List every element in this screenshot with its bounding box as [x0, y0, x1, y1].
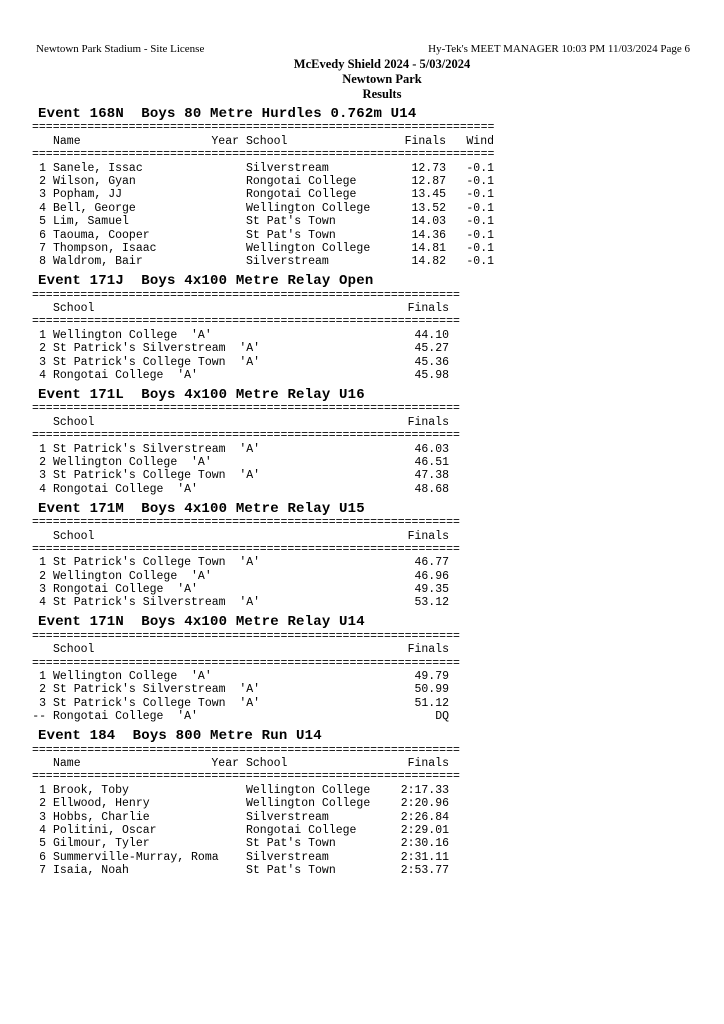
row-rank: 7 [39, 241, 46, 255]
result-row [32, 697, 712, 710]
result-row [32, 824, 712, 837]
result-row [32, 229, 712, 242]
row-rank: 2 [39, 569, 46, 583]
row-finals: 51.12 [414, 696, 449, 710]
row-wind: -0.1 [466, 161, 494, 175]
row-finals: 2:20.96 [400, 797, 449, 811]
row-rank: 8 [39, 255, 46, 269]
column-header-row [32, 135, 712, 148]
row-name: Brook, Toby [53, 783, 129, 797]
row-wind: -0.1 [466, 228, 494, 242]
row-finals: 46.03 [414, 442, 449, 456]
row-wind: -0.1 [466, 255, 494, 269]
row-wind: -0.1 [466, 201, 494, 215]
row-rank: 3 [39, 810, 46, 824]
event-section [32, 108, 712, 269]
result-row [32, 784, 712, 797]
row-school: St Patrick's College Town 'A' [53, 696, 261, 710]
row-school: Wellington College 'A' [53, 455, 212, 469]
header-finals: Finals [407, 415, 449, 429]
result-row [32, 670, 712, 683]
row-finals: 45.27 [414, 342, 449, 356]
row-rank: 6 [39, 850, 46, 864]
row-rank: 1 [39, 442, 46, 456]
row-wind: -0.1 [466, 188, 494, 202]
event-title: Event 184 Boys 800 Metre Run U14 [38, 728, 322, 745]
row-name: Hobbs, Charlie [53, 810, 150, 824]
row-school: Wellington College 'A' [53, 569, 212, 583]
row-rank: 3 [39, 583, 46, 597]
result-row [32, 342, 712, 355]
result-row [32, 570, 712, 583]
row-name: Popham, JJ [53, 188, 123, 202]
separator: ============================================================== [32, 288, 460, 302]
license-text: Newtown Park Stadium - Site License [36, 43, 205, 55]
separator: ============================================================== [32, 656, 460, 670]
row-rank: 1 [39, 161, 46, 175]
row-school: St Patrick's Silverstream 'A' [53, 683, 261, 697]
results-label: Results [362, 87, 402, 101]
row-finals: 14.81 [411, 241, 446, 255]
column-header-row [32, 302, 712, 315]
row-name: Bell, George [53, 201, 136, 215]
row-school: Rongotai College [246, 174, 357, 188]
result-row [32, 329, 712, 342]
row-school: St Pat's Town [246, 215, 336, 229]
row-school: St Pat's Town [246, 228, 336, 242]
header-year: Year [211, 756, 239, 770]
meet-title-block [20, 57, 724, 102]
header-wind: Wind [466, 134, 494, 148]
row-school: Wellington College [246, 797, 371, 811]
events-list [32, 108, 712, 877]
result-row [32, 483, 712, 496]
column-header-row [32, 757, 712, 770]
row-rank: 4 [39, 482, 46, 496]
result-row [32, 188, 712, 201]
row-school: Rongotai College 'A' [53, 710, 198, 724]
row-name: Isaia, Noah [53, 864, 129, 878]
result-row [32, 215, 712, 228]
row-name: Gilmour, Tyler [53, 837, 150, 851]
row-rank: 2 [39, 174, 46, 188]
result-row [32, 162, 712, 175]
result-row [32, 596, 712, 609]
row-school: St Pat's Town [246, 837, 336, 851]
header-finals: Finals [407, 529, 449, 543]
row-school: St Pat's Town [246, 864, 336, 878]
row-school: Wellington College [246, 201, 371, 215]
row-name: Ellwood, Henry [53, 797, 150, 811]
row-school: St Patrick's Silverstream 'A' [53, 342, 261, 356]
row-finals: 49.35 [414, 583, 449, 597]
result-row [32, 797, 712, 810]
row-school: Silverstream [246, 810, 329, 824]
result-row [32, 710, 712, 723]
result-row [32, 356, 712, 369]
row-finals: 13.45 [411, 188, 446, 202]
event-section [32, 275, 712, 382]
separator: =================================================================== [32, 148, 495, 162]
row-rank: 3 [39, 696, 46, 710]
row-finals: 46.77 [414, 556, 449, 570]
row-school: Wellington College 'A' [53, 670, 212, 683]
row-finals: 46.96 [414, 569, 449, 583]
header-finals: Finals [407, 643, 449, 657]
header-finals: Finals [404, 134, 446, 148]
result-row [32, 811, 712, 824]
row-finals: 14.03 [411, 215, 446, 229]
row-rank: 3 [39, 355, 46, 369]
row-name: Taouma, Cooper [53, 228, 150, 242]
column-header-row [32, 643, 712, 656]
row-rank: 1 [39, 556, 46, 570]
result-row [32, 683, 712, 696]
column-header-row [32, 530, 712, 543]
row-school: Silverstream [246, 255, 329, 269]
separator: ============================================================== [32, 402, 460, 416]
row-name: Wilson, Gyan [53, 174, 136, 188]
row-school: St Patrick's Silverstream 'A' [53, 596, 261, 610]
row-rank: 1 [39, 328, 46, 342]
separator: ============================================================== [32, 516, 460, 530]
software-page-info: Hy-Tek's MEET MANAGER 10:03 PM 11/03/2024 Page 6 [428, 43, 690, 55]
meet-title: McEvedy Shield 2024 - 5/03/2024 [293, 57, 471, 71]
row-school: St Patrick's College Town 'A' [53, 556, 261, 570]
header-school: School [53, 302, 95, 316]
row-finals: 48.68 [414, 482, 449, 496]
row-finals: 49.79 [414, 670, 449, 683]
row-wind: -0.1 [466, 241, 494, 255]
row-rank: 7 [39, 864, 46, 878]
row-rank: 2 [39, 797, 46, 811]
row-finals: 2:31.11 [400, 850, 449, 864]
result-row [32, 255, 712, 268]
row-rank: 5 [39, 837, 46, 851]
row-wind: -0.1 [466, 215, 494, 229]
row-finals: 45.98 [414, 369, 449, 383]
row-school: St Patrick's Silverstream 'A' [53, 442, 261, 456]
row-finals: 2:17.33 [400, 783, 449, 797]
row-finals: DQ [435, 710, 449, 724]
row-school: Rongotai College 'A' [53, 369, 198, 383]
separator: ============================================================== [32, 770, 460, 784]
row-finals: 12.87 [411, 174, 446, 188]
row-finals: 2:26.84 [400, 810, 449, 824]
row-finals: 53.12 [414, 596, 449, 610]
result-row [32, 369, 712, 382]
result-row [32, 175, 712, 188]
result-row [32, 443, 712, 456]
row-name: Lim, Samuel [53, 215, 129, 229]
row-finals: 14.82 [411, 255, 446, 269]
result-row [32, 469, 712, 482]
event-section [32, 389, 712, 496]
row-name: Summerville-Murray, Roma [53, 850, 219, 864]
header-school: School [53, 643, 95, 657]
separator: ============================================================== [32, 629, 460, 643]
row-finals: 47.38 [414, 469, 449, 483]
row-rank: 5 [39, 215, 46, 229]
header-finals: Finals [407, 302, 449, 316]
row-finals: 2:53.77 [400, 864, 449, 878]
header-school: School [53, 415, 95, 429]
row-name: Waldrom, Bair [53, 255, 143, 269]
row-name: Sanele, Issac [53, 161, 143, 175]
event-section [32, 500, 712, 610]
column-header-row [32, 416, 712, 429]
header-school: School [246, 756, 288, 770]
row-school: Rongotai College 'A' [53, 583, 198, 597]
row-rank: 2 [39, 455, 46, 469]
separator: ============================================================== [32, 743, 460, 757]
result-row [32, 202, 712, 215]
row-rank: 3 [39, 469, 46, 483]
result-row [32, 583, 712, 596]
row-school: Wellington College 'A' [53, 328, 212, 342]
row-rank: -- [32, 710, 46, 724]
row-finals: 2:29.01 [400, 823, 449, 837]
row-rank: 2 [39, 342, 46, 356]
meet-venue: Newtown Park [342, 72, 422, 86]
separator: ============================================================== [32, 315, 460, 329]
row-rank: 1 [39, 783, 46, 797]
result-row [32, 864, 712, 877]
row-rank: 4 [39, 201, 46, 215]
result-row [32, 242, 712, 255]
separator: ============================================================== [32, 542, 460, 556]
event-title: Event 171J Boys 4x100 Metre Relay Open [38, 273, 374, 290]
event-title: Event 171L Boys 4x100 Metre Relay U16 [38, 387, 365, 403]
header-name: Name [53, 134, 81, 148]
event-title: Event 171N Boys 4x100 Metre Relay U14 [38, 614, 365, 631]
header-finals: Finals [407, 756, 449, 770]
header-name: Name [53, 756, 81, 770]
event-title: Event 168N Boys 80 Metre Hurdles 0.762m U14 [38, 106, 417, 122]
page-running-header [36, 43, 690, 56]
row-rank: 4 [39, 596, 46, 610]
row-name: Politini, Oscar [53, 823, 157, 837]
row-finals: 13.52 [411, 201, 446, 215]
row-rank: 4 [39, 823, 46, 837]
row-finals: 46.51 [414, 455, 449, 469]
result-row [32, 851, 712, 864]
row-rank: 4 [39, 369, 46, 383]
separator: ============================================================== [32, 429, 460, 443]
event-section [32, 616, 712, 723]
row-rank: 6 [39, 228, 46, 242]
row-school: Silverstream [246, 161, 329, 175]
row-school: St Patrick's College Town 'A' [53, 355, 261, 369]
row-school: Rongotai College [246, 823, 357, 837]
row-school: Rongotai College 'A' [53, 482, 198, 496]
result-row [32, 837, 712, 850]
row-finals: 44.10 [414, 328, 449, 342]
row-finals: 12.73 [411, 161, 446, 175]
header-school: School [246, 134, 288, 148]
row-wind: -0.1 [466, 174, 494, 188]
event-section [32, 730, 712, 877]
row-name: Thompson, Isaac [53, 241, 157, 255]
row-finals: 50.99 [414, 683, 449, 697]
row-finals: 2:30.16 [400, 837, 449, 851]
event-title: Event 171M Boys 4x100 Metre Relay U15 [38, 500, 365, 517]
row-finals: 14.36 [411, 228, 446, 242]
row-rank: 3 [39, 188, 46, 202]
row-finals: 45.36 [414, 355, 449, 369]
header-year: Year [211, 134, 239, 148]
row-school: Wellington College [246, 241, 371, 255]
header-school: School [53, 529, 95, 543]
row-school: Rongotai College [246, 188, 357, 202]
result-row [32, 456, 712, 469]
row-rank: 1 [39, 670, 46, 683]
row-rank: 2 [39, 683, 46, 697]
row-school: Wellington College [246, 783, 371, 797]
separator: =================================================================== [32, 121, 495, 135]
row-school: St Patrick's College Town 'A' [53, 469, 261, 483]
result-row [32, 556, 712, 569]
row-school: Silverstream [246, 850, 329, 864]
